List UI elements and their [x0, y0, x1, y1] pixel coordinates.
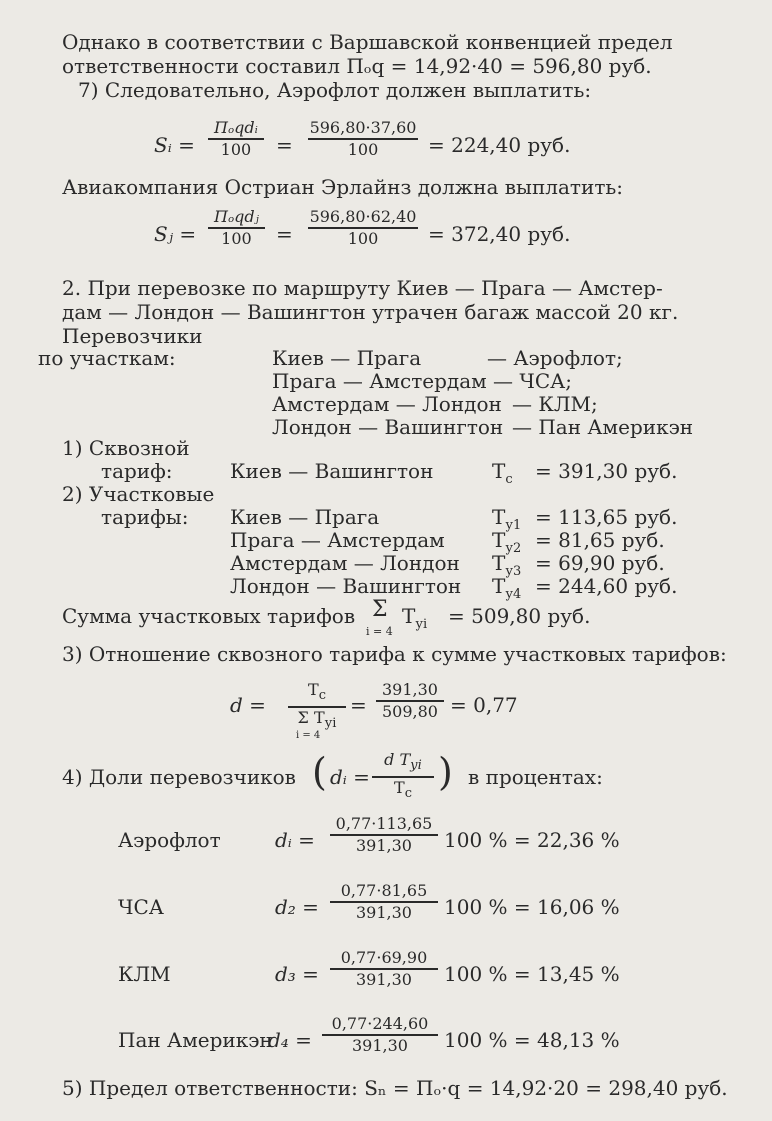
- fraction-numerator: 391,30: [382, 680, 438, 699]
- carrier-share-result: 100 % = 16,06 %: [444, 895, 620, 919]
- carrier-share-lhs: d₄ =: [268, 1028, 312, 1052]
- fraction-numerator: 596,80·37,60: [309, 118, 417, 137]
- fraction: [308, 207, 418, 249]
- fraction-denominator: 391,30: [356, 835, 412, 855]
- fraction: [330, 948, 438, 990]
- sum-symbol: Σ: [372, 597, 388, 622]
- carrier-share-result: 100 % = 48,13 %: [444, 1028, 620, 1052]
- carriers-heading: Перевозчики: [62, 324, 203, 348]
- point-1: 1) Сквозной: [62, 436, 190, 460]
- carrier-share-name: Аэрофлот: [118, 828, 221, 852]
- segment-symbol: $Т_{у3}$: [492, 551, 522, 579]
- fraction-numerator: 0,77·113,65: [335, 814, 433, 833]
- point-3: 3) Отношение сквозного тарифа к сумме участковых тарифов:: [62, 642, 727, 666]
- segment-symbol: $Т_{у2}$: [492, 528, 522, 556]
- paragraph-line: Авиакомпания Остриан Эрлайнз должна выплатить:: [62, 175, 624, 199]
- paragraph-line: Однако в соответствии с Варшавской конвенцией предел: [62, 30, 673, 54]
- carrier-name: — Пан Америкэн: [512, 415, 694, 439]
- fraction-denominator: 509,80: [382, 701, 438, 721]
- segment-route: Киев — Прага: [230, 505, 380, 529]
- fraction-numerator: 0,77·244,60: [331, 1014, 429, 1033]
- carrier-share-lhs: d₃ =: [275, 962, 319, 986]
- segment-value: = 244,60 руб.: [535, 574, 678, 598]
- fraction-denominator: Σ $Т_{уi}$: [297, 707, 337, 731]
- fraction-numerator: $Т_с$: [308, 680, 326, 704]
- fraction-numerator: 0,77·69,90: [340, 948, 428, 967]
- carrier-name: — Аэрофлот;: [487, 346, 623, 370]
- carrier-share-result: 100 % = 13,45 %: [444, 962, 620, 986]
- point-1-label: тариф:: [101, 459, 173, 483]
- ratio-result: = 0,77: [450, 693, 518, 717]
- sum-term: $Т_{уi}$: [402, 604, 428, 632]
- fraction: [208, 118, 264, 160]
- fraction-denominator: 100: [347, 139, 379, 159]
- fraction-denominator: 100: [221, 228, 252, 248]
- through-route: Киев — Вашингтон: [230, 459, 434, 483]
- paren-open: (: [312, 750, 327, 794]
- carrier-share-lhs: dᵢ =: [275, 828, 315, 852]
- sum-value: = 509,80 руб.: [448, 604, 591, 628]
- segment-symbol: $Т_{у4}$: [492, 574, 522, 602]
- equals: =: [276, 133, 293, 157]
- through-symbol: $Т_с$: [492, 459, 513, 487]
- share-lhs: dᵢ =: [330, 765, 370, 789]
- fraction-numerator: Пₒqdᵢ: [214, 118, 258, 137]
- fraction-denominator: $Т_с$: [394, 777, 412, 801]
- through-value: = 391,30 руб.: [535, 459, 678, 483]
- formula-result: = 372,40 руб.: [428, 222, 571, 246]
- point-4: 4) Доли перевозчиков: [62, 765, 296, 789]
- fraction-denominator: 391,30: [356, 969, 412, 989]
- point-4-tail: в процентах:: [468, 765, 603, 789]
- fraction: [330, 814, 438, 856]
- carrier-share-name: ЧСА: [118, 895, 164, 919]
- segment-route: Лондон — Вашингтон: [230, 574, 462, 598]
- carrier-share-name: Пан Америкэн: [118, 1028, 273, 1052]
- carrier-name: — КЛМ;: [512, 392, 598, 416]
- carriers-heading: по участкам:: [38, 346, 176, 370]
- paragraph-line: ответственности составил Пₒq = 14,92·40 = 596,80 руб.: [62, 54, 652, 78]
- segment-value: = 113,65 руб.: [535, 505, 678, 529]
- fraction-numerator: Пₒqdⱼ: [214, 207, 259, 226]
- segment-value: = 81,65 руб.: [535, 528, 665, 552]
- sum-limit: i = 4: [296, 730, 321, 741]
- fraction-denominator: 391,30: [352, 1035, 408, 1055]
- fraction-numerator: 0,77·81,65: [340, 881, 428, 900]
- formula-lhs: Sⱼ =: [154, 222, 197, 246]
- ratio-lhs: d =: [230, 693, 266, 717]
- fraction: [208, 207, 265, 249]
- segment-route: Прага — Амстердам: [230, 528, 445, 552]
- segment-route: Амстердам — Лондон: [230, 551, 460, 575]
- carrier-route: Прага — Амстердам — ЧСА;: [272, 369, 573, 393]
- segment-symbol: $Т_{у1}$: [492, 505, 522, 533]
- fraction: [330, 881, 438, 923]
- carrier-route: Киев — Прага: [272, 346, 422, 370]
- formula-lhs: Sᵢ =: [154, 133, 195, 157]
- paragraph-line: 2. При перевозке по маршруту Киев — Прага — Амстер-: [62, 276, 663, 300]
- segment-value: = 69,90 руб.: [535, 551, 665, 575]
- point-5: 5) Предел ответственности: Sₙ = Пₒ·q = 14,92·20 = 298,40 руб.: [62, 1076, 728, 1100]
- item-7: 7) Следовательно, Аэрофлот должен выплатить:: [78, 78, 592, 102]
- carrier-share-result: 100 % = 22,36 %: [444, 828, 620, 852]
- paren-close: ): [438, 750, 453, 794]
- sum-limit: i = 4: [366, 625, 393, 638]
- fraction-denominator: 100: [347, 228, 379, 248]
- fraction: [376, 680, 444, 722]
- fraction-numerator: 596,80·62,40: [309, 207, 417, 226]
- carrier-share-name: КЛМ: [118, 962, 171, 986]
- equals: =: [350, 693, 367, 717]
- fraction: [322, 1014, 438, 1056]
- fraction-denominator: 391,30: [356, 902, 412, 922]
- paragraph-line: дам — Лондон — Вашингтон утрачен багаж массой 20 кг.: [62, 300, 679, 324]
- carrier-route: Амстердам — Лондон: [272, 392, 502, 416]
- point-2-label: тарифы:: [101, 505, 189, 529]
- fraction-denominator: 100: [220, 139, 252, 159]
- fraction: [308, 118, 418, 160]
- point-2: 2) Участковые: [62, 482, 215, 506]
- formula-result: = 224,40 руб.: [428, 133, 571, 157]
- sum-label: Сумма участковых тарифов: [62, 604, 356, 628]
- fraction: [372, 750, 434, 804]
- carrier-share-lhs: d₂ =: [275, 895, 319, 919]
- carrier-route: Лондон — Вашингтон: [272, 415, 504, 439]
- fraction-numerator: d $Т_{уi}$: [384, 750, 422, 774]
- equals: =: [276, 222, 293, 246]
